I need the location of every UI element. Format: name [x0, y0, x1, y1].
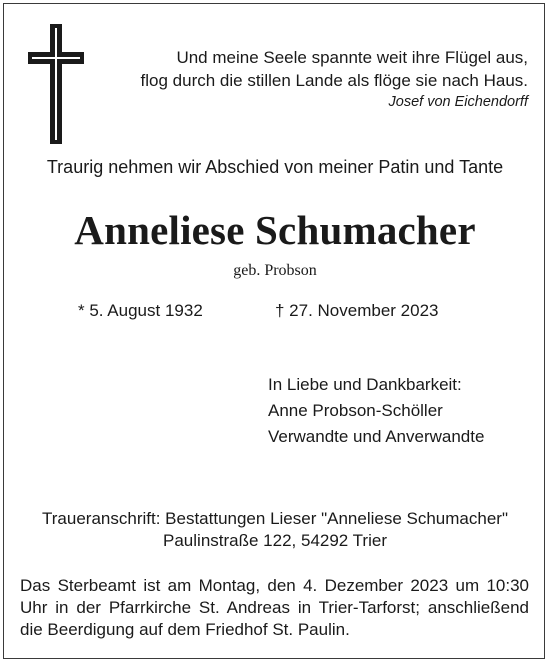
cross-icon: [26, 22, 86, 147]
mourning-address: [0, 508, 550, 552]
poem-line-2: flog durch die stillen Lande als flöge sie nach Haus.: [140, 71, 528, 90]
poem-author: Josef von Eichendorff: [388, 94, 528, 110]
birth-date: * 5. August 1932: [78, 301, 203, 320]
mourner-line-2: Verwandte und Anverwandte: [268, 427, 485, 446]
service-info: Das Sterbeamt ist am Montag, den 4. Dezember 2023 um 10:30 Uhr in der Pfarrkirche St. Andreas in Trier-Tarforst; anschließend die Beerdigung auf dem Friedhof St. Paulin.: [20, 576, 529, 639]
death-date: † 27. November 2023: [275, 301, 439, 320]
birth-name: geb. Probson: [233, 262, 317, 279]
mourner-line-1: Anne Probson-Schöller: [268, 401, 443, 420]
mourners-block: [268, 372, 484, 450]
deceased-name: Anneliese Schumacher: [74, 207, 476, 253]
poem-line-1: Und meine Seele spannte weit ihre Flügel aus,: [176, 48, 528, 67]
intro-text: Traurig nehmen wir Abschied von meiner Patin und Tante: [46, 157, 504, 177]
poem-block: [98, 46, 528, 112]
mourners-heading: In Liebe und Dankbarkeit:: [268, 375, 462, 394]
address-line-1: Traueranschrift: Bestattungen Lieser "Anneliese Schumacher": [42, 509, 508, 528]
address-line-2: Paulinstraße 122, 54292 Trier: [163, 531, 387, 550]
